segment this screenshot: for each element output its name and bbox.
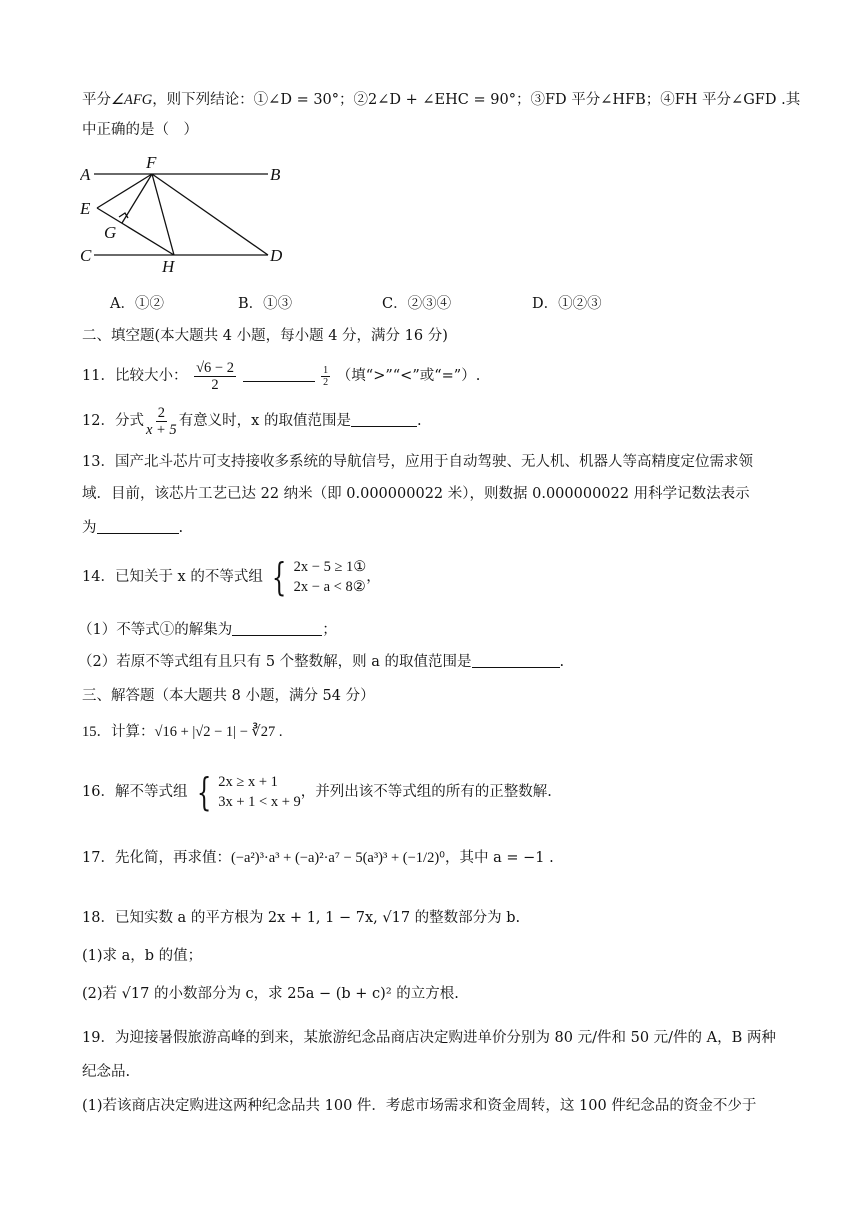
label-f: F: [146, 153, 157, 172]
q14-prefix: 14．已知关于 x 的不等式组: [82, 569, 263, 585]
q12-end: .: [416, 413, 422, 429]
q11-num: √6 − 2: [196, 359, 234, 376]
q14-sub1: [78, 620, 337, 640]
q13-line3: [82, 518, 183, 538]
label-a: A: [80, 165, 91, 184]
q13-line1: 13．国产北斗芯片可支持接收多系统的导航信号，应用于自动驾驶、无人机、机器人等高精度定位需求领: [82, 454, 753, 470]
q12: [82, 403, 422, 439]
q14-suffix: ，: [366, 569, 381, 585]
q11-fraction: [194, 360, 236, 393]
q12-prefix: 12．分式: [82, 413, 144, 429]
q14: [82, 556, 381, 598]
q14-brace: {: [272, 555, 287, 599]
q14-row1: 2x − 5 ≥ 1①: [293, 559, 367, 575]
q13-answer-blank[interactable]: [97, 519, 179, 534]
q14-sub2-end: .: [559, 654, 565, 670]
q12-fraction: [146, 405, 177, 438]
q10-text-a: 平分: [82, 92, 111, 108]
q19-line3: (1)若该商店决定购进这两种纪念品共 100 件．考虑市场需求和资金周转，这 100 件纪念品的资金不少于: [82, 1098, 757, 1114]
q17-expression: (−a²)³·a³ + (−a)²·a⁷ − 5(a³)³ + (−1/2)⁰: [230, 850, 445, 866]
q16-rows: [218, 772, 301, 812]
q18-sub1: (1)求 a，b 的值；: [82, 948, 203, 964]
section-2-heading: 二、填空题(本大题共 4 小题，每小题 4 分，满分 16 分): [82, 328, 448, 344]
label-g: G: [104, 223, 117, 242]
q17: [82, 848, 554, 868]
q18-sub2: (2)若 √17 的小数部分为 c，求 25a − (b + c)² 的立方根.: [82, 986, 459, 1002]
q15: 15．计算：√16 + |√2 − 1| − ∛27 .: [82, 724, 283, 740]
choice-c[interactable]: C．②③④: [382, 296, 452, 312]
choice-b[interactable]: B．①③: [238, 296, 293, 312]
label-b: B: [270, 165, 281, 184]
q11-suffix: （填“>”“<”或“=”）.: [336, 368, 481, 384]
q12-answer-blank[interactable]: [351, 412, 417, 427]
q16-suffix: ，并列出该不等式组的所有的正整数解.: [300, 784, 552, 800]
q16-row2: 3x + 1 < x + 9: [218, 794, 301, 810]
q17-suffix: ，其中 a = −1 .: [444, 850, 554, 866]
segment-fd: [152, 174, 268, 255]
q13-prefix: 为: [82, 520, 97, 536]
q19-line2: 纪念品.: [82, 1064, 131, 1080]
q11-half: [321, 365, 330, 388]
q13-line2: 域．目前，该芯片工艺已达 22 纳米（即 0.000000022 米），则数据 0.000000022 用科学记数法表示: [82, 486, 750, 502]
q16-system: [192, 772, 301, 812]
q14-system: [267, 557, 366, 597]
right-angle-mark: [119, 213, 128, 218]
q10-line2: 中正确的是（ ）: [82, 122, 198, 138]
q11-den: 2: [211, 376, 219, 393]
q14-sub1-prefix: （1）不等式①的解集为: [78, 622, 233, 638]
q14-sub1-end: ；: [322, 622, 337, 638]
q16-prefix: 16．解不等式组: [82, 784, 188, 800]
q14-sub1-blank[interactable]: [232, 621, 322, 636]
q13-end: .: [178, 520, 184, 536]
q10-angle-afg: ∠AFG: [111, 92, 153, 108]
q16-brace: {: [196, 770, 212, 814]
q14-sub2: [78, 652, 564, 672]
q14-row2: 2x − a < 8②: [293, 579, 366, 595]
label-h: H: [162, 257, 175, 276]
label-e: E: [80, 199, 91, 218]
q16-row1: 2x ≥ x + 1: [218, 774, 278, 790]
q14-rows: [294, 557, 367, 597]
q12-num: 2: [157, 404, 165, 421]
q19-line1: 19．为迎接暑假旅游高峰的到来，某旅游纪念品商店决定购进单价分别为 80 元/件和 50 元/件的 A，B 两种: [82, 1030, 776, 1046]
q10-text-b: ，则下列结论：①∠D = 30°；②2∠D + ∠EHC = 90°；③FD 平分∠HFB；④FH 平分∠GFD .其: [152, 92, 801, 108]
geometry-figure: [80, 150, 300, 280]
q11-prefix: 11．比较大小：: [82, 368, 188, 384]
q17-prefix: 17．先化简，再求值：: [82, 850, 231, 866]
q11: [82, 358, 480, 394]
q11-half-den: 2: [323, 376, 329, 388]
label-c: C: [80, 246, 92, 265]
q14-sub2-prefix: （2）若原不等式组有且只有 5 个整数解，则 a 的取值范围是: [78, 654, 472, 670]
segment-fe: [97, 174, 152, 208]
q12-den: x + 5: [145, 421, 177, 438]
choice-d[interactable]: D．①②③: [532, 296, 602, 312]
choice-a[interactable]: A．①②: [110, 296, 164, 312]
q11-half-num: 1: [323, 364, 329, 376]
q10-line1: [82, 90, 800, 110]
q14-sub2-blank[interactable]: [472, 653, 560, 668]
q11-answer-blank[interactable]: [243, 367, 315, 382]
label-d: D: [270, 246, 283, 265]
section-3-heading: 三、解答题（本大题共 8 小题，满分 54 分）: [82, 688, 375, 704]
q12-suffix: 有意义时，x 的取值范围是: [178, 413, 351, 429]
q18-line1: 18．已知实数 a 的平方根为 2x + 1, 1 − 7x, √17 的整数部分为 b.: [82, 910, 521, 926]
q16: [82, 770, 552, 814]
